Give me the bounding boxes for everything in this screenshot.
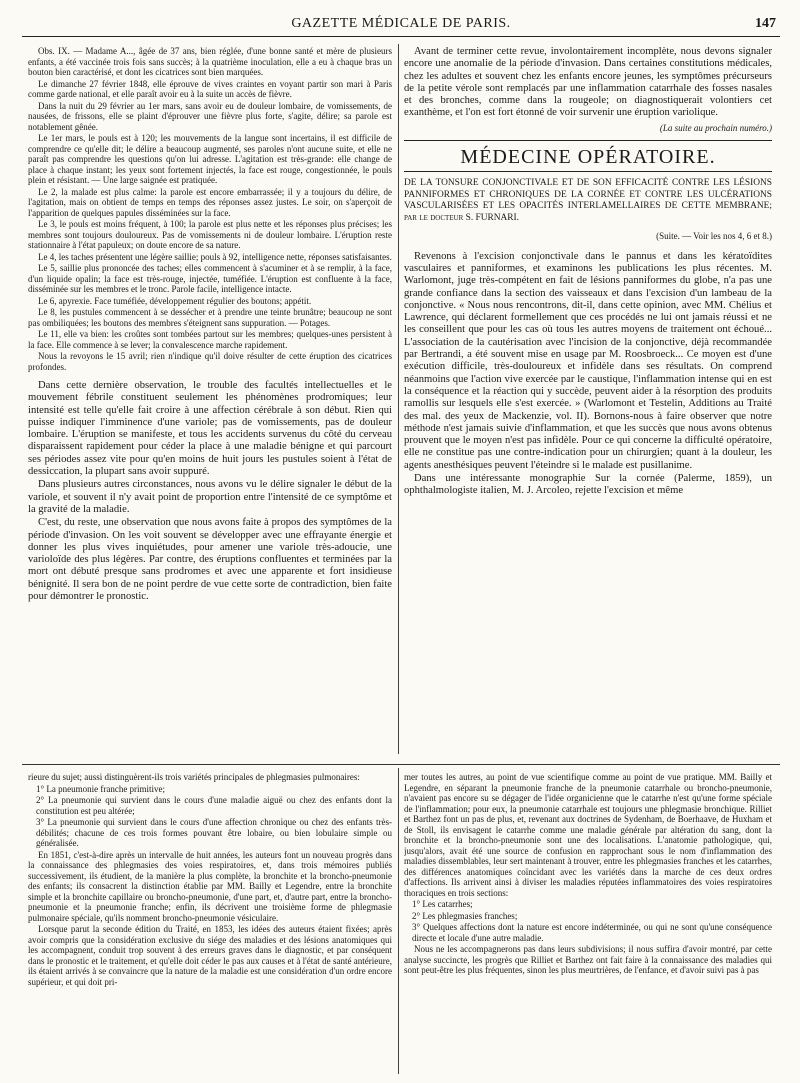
paragraph: Dans la nuit du 29 février au 1er mars, sans avoir eu de douleur lombaire, de vomissements, de nausées, de frissons, elle se plaint d'éprouver une fièvre plus forte, s'agite, délire; sa parole est notablement gênée. (28, 100, 392, 132)
paragraph: Dans une intéressante monographie Sur la cornée (Palerme, 1859), un ophthalmologiste italien, M. J. Arcoleo, rejette l'excision et même (404, 473, 772, 497)
paragraph: Nous ne les accompagnerons pas dans leurs subdivisions; il nous suffira d'avoir montré, par cette analyse succincte, les progrès que Rilliet et Barthez ont fait faire à la connaissance des maladies qui sont peut-être les plus fréquentes, sinon les plus meurtrières, de l'enfance, et d'avoir suivi pas à pas (404, 944, 772, 975)
paragraph: Nous la revoyons le 15 avril; rien n'indique qu'il doive résulter de cette éruption des cicatrices profondes. (28, 351, 392, 372)
section-title: MÉDECINE OPÉRATOIRE. (460, 146, 716, 169)
observation-block (28, 46, 392, 372)
horizontal-divider (22, 764, 780, 765)
column-top-right (404, 46, 772, 752)
paragraph: Obs. IX. — Madame A..., âgée de 37 ans, bien réglée, d'une bonne santé et mère de plusieurs enfants, a été vaccinée trois fois sans succès; à la quatrième inoculation, elle a eu à chaque bras un bouton bien caractérisé, et dont les cicatrices sont bien marquées. (28, 46, 392, 77)
paragraph: En 1851, c'est-à-dire après un intervalle de huit années, les auteurs font un nouveau progrès dans la connaissance des phlegmasies des voies respiratoires, et, dans trois mémoires publiés successivement, ils étudient, de la manière la plus complète, la bronchite et la broncho-pneumonie des enfants; ils consacrent la distinction établie par MM. Bailly et Legendre, entre la bronchite simple et la bronchite capillaire ou broncho-pneumonie, d'une part, et, d'autre part, entre la broncho-pneumonie et la pneumonie franche; enfin, ils décrivent une troisième forme de phlegmasie pulmonaire spéciale, qu'ils nomment broncho-pneumonie vésiculaire. (28, 849, 392, 923)
column-top-left (28, 46, 392, 752)
paragraph: Dans cette dernière observation, le trouble des facultés intellectuelles et le mouvement fébrile constituent seulement les phénomènes prodromiques; leur intensité est telle qu'elle fait croire à une affection cérébrale à son début. Rien qui puisse indiquer l'imminence d'une variole; pas de vomissements, pas de douleur lombaire. L'éruption se manifeste, et tous les accidents survenus du côté du cerveau disparaissent rapidement pour céder la place à une maladie bénigne et qui parcourt ses périodes assez vite pour qu'en moins de huit jours les pustules soient à l'état de dessiccation, la plupart sans avoir suppuré. (28, 380, 392, 478)
column-divider (398, 768, 399, 1074)
paragraph: Le 8, les pustules commencent à se dessécher et à prendre une teinte brunâtre; beaucoup ne sont pas ombiliquées; les boutons des membres s'éteignent sans suppuration. — Potages. (28, 307, 392, 328)
journal-title: GAZETTE MÉDICALE DE PARIS. (291, 16, 511, 31)
column-divider (398, 44, 399, 754)
paragraph: Le dimanche 27 février 1848, elle éprouve de vives craintes en voyant partir son mari à Paris comme garde national, et elle paraît avoir eu à la suite un accès de fièvre. (28, 78, 392, 99)
paragraph: Le 6, apyrexie. Face tuméfiée, développement régulier des boutons; appétit. (38, 295, 312, 306)
page-number: 147 (755, 16, 776, 31)
article-title: DE LA TONSURE CONJONCTIVALE ET DE SON EFFICACITÉ CONTRE LES LÉSIONS PANNIFORMES ET CHRONIQUES DE LA CORNÉE ET CONTRE LES ULCÉRATIONS VASCULARISÉES ET LES OPACITÉS INTERLAMELLAIRES DE CETTE MEMBRANE; par le docteur S. FURNARI. (404, 178, 772, 223)
list-item: 2° La pneumonie qui survient dans le cours d'une maladie aiguë ou chez des enfants dont la constitution est peu altérée; (36, 795, 392, 816)
pneumonia-list (28, 784, 392, 849)
column-bottom-left (28, 772, 392, 1072)
paragraph: Revenons à l'excision conjonctivale dans le pannus et dans les kératoïdites vasculaires et panniformes, et examinons les publications les plus récentes. M. Warlomont, juge très-compétent en fait de lésions panniformes du globe, n'a pas une grande confiance dans la section des vaisseaux et dans l'excision d'un lambeau de la conjonctive. « Nous nous rencontrons, dit-il, dans cette opinion, avec MM. Chélius et Lawrence, qui déclarent formellement que ces procédés ne lui ont jamais réussi et ne les conseillent que pour les cas où tous les autres moyens de traitement ont échoué... L'association de la cautérisation avec l'incision de la conjonctive, déjà recommandée par Bertrandi, a été souvent mise en usage par M. Roosbroeck... Ce moyen est d'une exécution difficile, très-douloureux et infidèle dans ses résultats. On comprend néanmoins que l'action vive exercée par le caustique, l'inflammation intense qui en est la conséquence et la réaction qui y succède, peuvent aider à la résorption des produits ramollis sur lesquels elle s'est exercée. » (Warlomont et Testelin, Additions au Traité des mal. des yeux de Mackenzie, vol. II). Bornons-nous à faire observer que notre méthode n'est jamais suivie d'inflammation, et que les succès que nous avons obtenus prouvent que le moyen n'est pas infidèle. Pour ce qui concerne la difficulté opératoire, elle ne constitue pas une contre-indication pour un chirurgien; quant à la douleur, les agents anesthésiques peuvent l'éteindre si le malade est pusillanime. (404, 250, 772, 471)
list-item: 3° Quelques affections dont la nature est encore indéterminée, ou qui ne sont qu'une conséquence directe et locale d'une autre maladie. (412, 922, 772, 943)
paragraph: Le 4, les taches présentent une légère saillie; pouls à 92, intelligence nette, réponses satisfaisantes. (38, 251, 392, 262)
page-header (22, 14, 780, 37)
sections-list (404, 899, 772, 943)
to-be-continued: (La suite au prochain numéro.) (659, 122, 772, 133)
column-bottom-right (404, 772, 772, 1072)
list-item: 3° La pneumonie qui survient dans le cours d'une affection chronique ou chez des enfants très-débilités; chacune de ces trois formes pouvant être lobaire, ou bien lobulaire simple ou généralisée. (36, 817, 392, 848)
paragraph: Avant de terminer cette revue, involontairement incomplète, nous devons signaler encore une anomalie de la période d'invasion. Dans certaines constitutions médicales, chez les adultes et souvent chez les enfants encore jeunes, les symptômes précurseurs de la petite vérole sont remplacés par une inflammation catarrhale des fosses nasales et des bronches, comme dans la rougeole; on diagnostiquerait volontiers cet exanthème, et l'on est fort étonné de voir survenir une éruption variolique. (404, 46, 772, 119)
commentary-block (28, 380, 392, 603)
paragraph: rieure du sujet; aussi distinguèrent-ils trois variétés principales de phlegmasies pulmonaires: (28, 772, 360, 782)
paragraph: Le 11, elle va bien: les croûtes sont tombées partout sur les membres; quelques-unes persistent à la face. Elle commence à se lever; la convalescence marche rapidement. (28, 329, 392, 350)
list-item: 1° Les catarrhes; (412, 899, 473, 909)
paragraph: Le 1er mars, le pouls est à 120; les mouvements de la langue sont incertains, il est difficile de comprendre ce qu'elle dit; le délire a beaucoup augmenté, ses paroles n'ont aucune suite, et elle ne paraît pas comprendre les questions qu'on lui adresse. L'agitation est très-grande: elle change de place à chaque instant; les yeux sont fortement injectés, la face est rouge, congestionnée, le pouls plein et résistant. — Une large saignée est pratiquée. (28, 133, 392, 185)
list-item: 1° La pneumonie franche primitive; (36, 783, 166, 794)
paragraph: C'est, du reste, une observation que nous avons faite à propos des symptômes de la période d'invasion. On les voit souvent se développer avec une effrayante énergie et donner les plus vives inquiétudes, pour amener une variole très-adoucie, une varioloïde des plus légères. Par contre, des éruptions confluentes et terminées par la mort ont débuté presque sans prodromes et avec une apparente et fort insidieuse bénignité. Il sera bon de ne point perdre de vue cette sorte de contradiction, bien faite pour démontrer le pronostic. (28, 517, 392, 603)
paragraph: Dans plusieurs autres circonstances, nous avons vu le délire signaler le début de la variole, et souvent il n'y avait point de proportion entre l'intensité de ce symptôme et la gravité de la maladie. (28, 479, 392, 515)
list-item: 2° Les phlegmasies franches; (412, 910, 518, 921)
paragraph: Le 5, saillie plus prononcée des taches; elles commencent à s'acuminer et à se remplir, à la face, d'un liquide opalin; la face est très-rouge, injectée, tuméfiée. L'éruption est confluente à la face, disséminée sur les membres et le tronc. Parole facile, intelligence intacte. (28, 263, 392, 294)
paragraph: mer toutes les autres, au point de vue scientifique comme au point de vue pratique. MM. Bailly et Legendre, en séparant la pneumonie franche de la pneumonie catarrhale ou broncho-pneumonie, n'avaient pas encore su se dégager de l'idée organicienne que le catarrhe n'est qu'une forme spéciale de l'inflammation; pour eux, la pneumonie catarrhale est toujours une phlegmasie bronchique. Rilliet et Barthez font un pas de plus, et, revenant aux doctrines de Sydenham, de Boerhaave, de Huxham et de Stoll, ils envisagent le catarrhe comme une maladie générale par altération du sang, dont la bronchite et la broncho-pneumonie sont une des localisations. L'anatomie pathologique, qui, jusqu'alors, avait été une source de confusion en rapprochant sous le nom d'inflammation des maladies dissemblables, leur sert maintenant à trouver, entre les phlegmasies franches et les catarrhes, des différences anatomiques coïncidant avec les variétés dans la marche de ces deux ordres d'affections. Ils arrivent ainsi à diviser les maladies réputées inflammatoires des voies respiratoires thoraciques en trois sections: (404, 772, 772, 898)
paragraph: Le 3, le pouls est moins fréquent, à 100; la parole est plus nette et les réponses plus précises; les membres sont toujours douloureux. Pas de vomissements ni de douleur lombaire. L'éruption reste stationnaire à l'état papuleux; on doute encore de sa nature. (28, 219, 392, 250)
paragraph: Le 2, la malade est plus calme: la parole est encore embarrassée; il y a toujours du délire, de l'agitation, mais on obtient de temps en temps des réponses assez justes. Le soir, on s'aperçoit de l'apparition de quelques papules disséminées sur la face. (28, 186, 392, 218)
section-header (404, 140, 772, 172)
paragraph: Lorsque parut la seconde édition du Traité, en 1853, les idées des auteurs étaient fixées; après avoir compris que la considération exclusive du siége des maladies et des lésions anatomiques qui les accompagnent, conduit trop souvent à des erreurs graves dans le diagnostic, et par conséquent dans le pronostic et le traitement, et qu'elle doit céder le pas aux causes et à l'état de santé antérieure, ils étaient arrivés à se convaincre que la nature de la maladie est une considération d'un ordre encore supérieur, et qui doit pri- (28, 924, 392, 987)
suite-note: (Suite. — Voir les nos 4, 6 et 8.) (656, 231, 772, 242)
